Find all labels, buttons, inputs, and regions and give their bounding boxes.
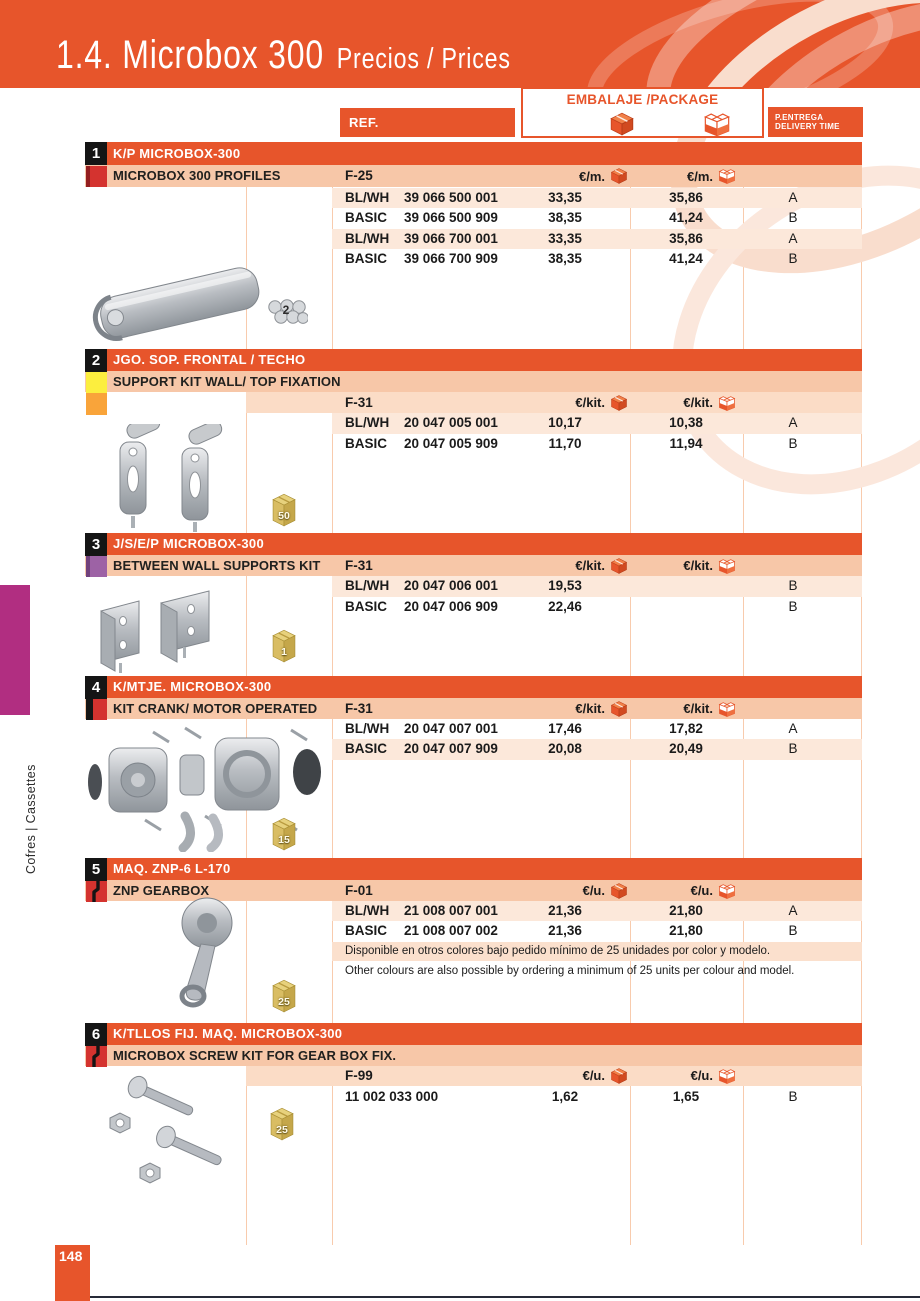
table-row — [332, 413, 862, 434]
code-cell: 21 008 007 001 — [404, 902, 498, 918]
delivery-cell: B — [788, 741, 798, 756]
table-row — [332, 1086, 862, 1107]
table-row — [332, 719, 862, 740]
code-cell: 20 047 006 909 — [404, 598, 498, 614]
unit-per-box — [500, 880, 628, 901]
price-box-cell: 17,46 — [548, 720, 582, 736]
ref-code: F-25 — [345, 168, 373, 183]
delivery-cell: B — [788, 578, 798, 593]
closed-carton-icon — [610, 882, 628, 900]
unit-per-pallet — [630, 165, 736, 187]
color-swatch-yellow — [86, 372, 107, 393]
price-box-cell: 1,62 — [551, 1089, 579, 1104]
section-subtitle: SUPPORT KIT WALL/ TOP FIXATION — [113, 374, 341, 389]
unit-per-pallet — [630, 698, 736, 719]
section-subtitle-bar — [85, 371, 862, 392]
page-title — [56, 33, 511, 78]
finish-cell: BASIC — [345, 251, 388, 266]
finish-cell: BL/WH — [345, 415, 390, 430]
unit-label: €/u. — [582, 1068, 605, 1084]
section-subtitle: KIT CRANK/ MOTOR OPERATED — [113, 701, 318, 716]
pack-qty-label: 25 — [276, 1124, 288, 1136]
pack-qty-label: 15 — [278, 834, 290, 846]
finish-cell: BL/WH — [345, 902, 390, 918]
section-number: 3 — [85, 533, 107, 556]
unit-label: €/m. — [578, 168, 605, 184]
delivery-cell: B — [788, 210, 798, 225]
price-pallet-cell: 35,86 — [669, 230, 703, 246]
unit-label: €/kit. — [575, 701, 605, 716]
product-image-wall-brackets — [98, 424, 253, 532]
price-pallet-cell: 35,86 — [669, 189, 703, 205]
unit-label: €/kit. — [683, 558, 713, 573]
delivery-label-en: DELIVERY TIME — [775, 122, 840, 131]
table-row — [332, 901, 862, 922]
delivery-cell: B — [788, 435, 798, 451]
delivery-cell: A — [788, 230, 798, 246]
unit-per-box — [500, 165, 628, 187]
product-image-wall-supports — [93, 583, 258, 678]
section-title-bar: K/TLLOS FIJ. MAQ. MICROBOX-300 — [85, 1023, 862, 1045]
color-swatch-crank — [86, 1046, 107, 1067]
finish-cell: BASIC — [345, 741, 388, 756]
unit-label: €/u. — [582, 883, 605, 898]
delivery-cell: B — [788, 251, 798, 266]
section-subtitle: BETWEEN WALL SUPPORTS KIT — [113, 558, 321, 573]
table-row — [332, 208, 862, 229]
price-pallet-cell: 41,24 — [669, 251, 703, 266]
page-title-main: 1.4. Microbox 300 — [56, 33, 324, 77]
table-row — [332, 249, 862, 270]
open-carton-icon — [718, 882, 736, 900]
section-number: 6 — [85, 1023, 107, 1046]
unit-label: €/kit. — [683, 395, 713, 410]
price-pallet-cell: 1,65 — [672, 1089, 700, 1104]
ref-row — [246, 392, 862, 413]
price-box-cell: 33,35 — [548, 230, 582, 246]
unit-per-box — [500, 1066, 628, 1087]
section-subtitle-bar — [85, 555, 862, 576]
unit-per-box — [500, 392, 628, 413]
ref-code: F-31 — [345, 395, 373, 410]
finish-cell: BL/WH — [345, 720, 390, 736]
open-carton-icon — [718, 1067, 736, 1085]
section-subtitle-bar — [85, 1045, 862, 1066]
table-row — [332, 597, 862, 618]
price-box-cell: 38,35 — [548, 210, 582, 225]
pack-qty-label: 50 — [278, 510, 290, 522]
code-cell: 20 047 007 909 — [404, 741, 498, 756]
section-subtitle-bar — [85, 165, 862, 187]
closed-carton-icon — [609, 111, 635, 137]
sidebar-category-label: Cofres | Cassettes — [24, 764, 38, 874]
code-cell: 11 002 033 000 — [345, 1089, 439, 1104]
unit-label: €/u. — [690, 883, 713, 898]
section-number: 4 — [85, 676, 107, 699]
note-es: Disponible en otros colores bajo pedido mínimo de 25 unidades por color y modelo. — [332, 942, 862, 962]
delivery-cell: B — [788, 1089, 798, 1104]
unit-per-pallet — [630, 880, 736, 901]
code-cell: 20 047 005 001 — [404, 415, 498, 430]
delivery-cell: B — [788, 923, 798, 938]
price-pallet-cell: 41,24 — [669, 210, 703, 225]
color-swatch-red-black — [86, 699, 107, 720]
unit-label: €/m. — [686, 168, 713, 184]
section-subtitle: MICROBOX 300 PROFILES — [113, 168, 281, 183]
unit-per-pallet — [630, 555, 736, 576]
open-carton-icon — [718, 167, 736, 185]
closed-carton-icon — [610, 700, 628, 718]
code-cell: 39 066 500 909 — [404, 210, 498, 225]
package-column-header — [521, 87, 764, 138]
sidebar-color-block — [0, 585, 30, 715]
code-cell: 39 066 700 001 — [404, 230, 498, 246]
open-carton-icon — [718, 394, 736, 412]
table-row — [332, 921, 862, 942]
color-swatch-orange — [86, 393, 107, 415]
code-cell: 20 047 007 001 — [404, 720, 498, 736]
product-image-screw-kit — [96, 1072, 264, 1187]
price-box-cell: 20,08 — [548, 741, 582, 756]
finish-cell: BL/WH — [345, 230, 390, 246]
finish-cell: BL/WH — [345, 578, 390, 593]
price-box-cell: 19,53 — [548, 578, 582, 593]
ref-column-header: REF. — [340, 108, 515, 137]
section-title-bar: K/P MICROBOX-300 — [85, 142, 862, 165]
page-number-box: 148 — [55, 1245, 90, 1301]
section-subtitle: ZNP GEARBOX — [113, 883, 210, 898]
section-number: 5 — [85, 858, 107, 881]
open-carton-icon — [718, 557, 736, 575]
price-box-cell: 21,36 — [548, 923, 582, 938]
section-number: 2 — [85, 349, 107, 372]
pack-qty-label: 1 — [281, 646, 287, 658]
unit-label: €/u. — [690, 1068, 713, 1084]
unit-per-pallet — [630, 392, 736, 413]
finish-cell: BASIC — [345, 598, 388, 614]
ref-code: F-31 — [345, 558, 373, 573]
color-swatch-crank — [86, 881, 107, 902]
code-cell: 20 047 005 909 — [404, 435, 498, 451]
unit-label: €/kit. — [683, 701, 713, 716]
finish-cell: BASIC — [345, 210, 388, 225]
product-image-gearbox — [145, 896, 265, 1008]
price-pallet-cell: 21,80 — [669, 923, 703, 938]
table-row — [332, 739, 862, 760]
page-banner — [0, 0, 920, 88]
delivery-cell: A — [788, 189, 798, 205]
unit-per-box — [500, 698, 628, 719]
price-box-cell: 22,46 — [548, 598, 582, 614]
price-box-cell: 21,36 — [548, 902, 582, 918]
code-cell: 20 047 006 001 — [404, 578, 498, 593]
finish-cell: BL/WH — [345, 189, 390, 205]
section-subtitle: MICROBOX SCREW KIT FOR GEAR BOX FIX. — [113, 1048, 397, 1063]
ref-row — [246, 1066, 862, 1087]
color-swatch-red — [86, 166, 107, 187]
product-image-profile — [92, 262, 267, 347]
table-row — [332, 229, 862, 250]
price-box-cell: 10,17 — [548, 415, 582, 430]
color-swatch-purple — [86, 556, 107, 577]
price-pallet-cell: 21,80 — [669, 902, 703, 918]
closed-carton-icon — [610, 394, 628, 412]
footer-rule — [90, 1296, 920, 1298]
closed-carton-icon — [610, 1067, 628, 1085]
section-title-bar: MAQ. ZNP-6 L-170 — [85, 858, 862, 880]
ref-code: F-31 — [345, 701, 373, 716]
code-cell: 39 066 500 001 — [404, 189, 498, 205]
delivery-column-header — [768, 107, 863, 137]
unit-per-pallet — [630, 1066, 736, 1087]
open-carton-icon — [718, 700, 736, 718]
code-cell: 39 066 700 909 — [404, 251, 498, 266]
section-title-bar: JGO. SOP. FRONTAL / TECHO — [85, 349, 862, 371]
table-row — [332, 576, 862, 597]
delivery-cell: A — [788, 902, 798, 918]
price-box-cell: 38,35 — [548, 251, 582, 266]
section-subtitle-bar — [85, 698, 862, 719]
ref-code: F-99 — [345, 1067, 373, 1083]
closed-carton-icon — [610, 167, 628, 185]
unit-per-box — [500, 555, 628, 576]
page-title-sub: Precios / Prices — [336, 43, 511, 75]
delivery-cell: B — [788, 598, 798, 614]
section-number: 1 — [85, 142, 107, 165]
note-en: Other colours are also possible by ordering a minimum of 25 units per colour and model. — [345, 965, 795, 977]
crank-handle-icon — [86, 1046, 107, 1067]
crank-handle-icon — [86, 881, 107, 902]
unit-label: €/kit. — [575, 395, 605, 410]
closed-carton-icon — [610, 557, 628, 575]
package-label: EMBALAJE /PACKAGE — [566, 92, 719, 107]
code-cell: 21 008 007 002 — [404, 923, 498, 938]
ref-code: F-01 — [345, 883, 373, 898]
pack-qty-label: 25 — [278, 996, 290, 1008]
table-row — [332, 188, 862, 209]
delivery-cell: A — [788, 720, 798, 736]
price-pallet-cell: 11,94 — [669, 435, 703, 451]
table-row — [332, 434, 862, 455]
price-box-cell: 33,35 — [548, 189, 582, 205]
open-carton-icon — [703, 110, 731, 138]
unit-label: €/kit. — [575, 558, 605, 573]
delivery-label-es: P.ENTREGA — [775, 113, 824, 122]
finish-cell: BASIC — [345, 923, 388, 938]
bundle-qty-label: 2 — [282, 303, 290, 317]
price-pallet-cell: 17,82 — [669, 720, 703, 736]
price-box-cell: 11,70 — [548, 435, 582, 451]
section-title-bar: K/MTJE. MICROBOX-300 — [85, 676, 862, 698]
finish-cell: BASIC — [345, 435, 388, 451]
section-title-bar: J/S/E/P MICROBOX-300 — [85, 533, 862, 555]
price-pallet-cell: 10,38 — [669, 415, 703, 430]
delivery-cell: A — [788, 415, 798, 430]
price-pallet-cell: 20,49 — [669, 741, 703, 756]
